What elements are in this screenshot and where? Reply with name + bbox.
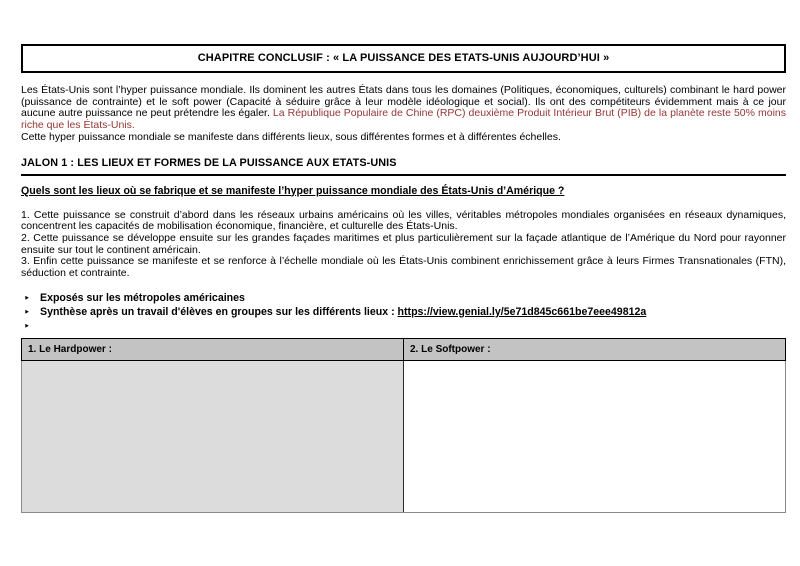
power-comparison-table <box>21 338 786 513</box>
intro-text-closing: Cette hyper puissance mondiale se manifeste dans différents lieux, sous différentes formes et à différentes échelles. <box>21 130 561 143</box>
intro-text-red: La République Populaire de Chine (RPC) deuxième Produit Intérieur Brut (PIB) de la planète reste 50% moins riche que les États-Unis. <box>21 107 786 132</box>
numbered-point-2: 2. Cette puissance se développe ensuite sur les grandes façades maritimes et plus particulièrement sur la façade atlantique de l’Amérique du Nord pour rayonner ensuite sur tout le continent américain. <box>21 231 786 256</box>
softpower-header-cell: 2. Le Softpower : <box>404 338 786 360</box>
jalon-heading: JALON 1 : LES LIEUX ET FORMES DE LA PUISSANCE AUX ETATS-UNIS <box>21 156 397 169</box>
intro-text-black: Les États-Unis sont l’hyper puissance mondiale. Ils dominent les autres États dans tous les domaines (Politiques, économiques, culturels) combinant le hard power (puissance de contrainte) et le soft power (Capacité à séduire grâce à leur modèle idéologique et social). Ils ont des compétiteurs évidemment mais à ce jour aucune autre puissance ne peut prétendre les égaler. <box>21 84 786 120</box>
section-divider <box>21 174 786 176</box>
numbered-point-1: 1. Cette puissance se construit d’abord dans les réseaux urbains américains où les villes, véritables métropoles mondiales organisées en réseaux dynamiques, concentrent les capacités de mobilisation économique, financière, et culturelle des États-Unis. <box>21 208 786 233</box>
softpower-body-cell <box>404 360 786 512</box>
bullet-list <box>21 291 786 333</box>
table-row <box>22 360 786 512</box>
bullet-icon: ‣ <box>24 306 30 317</box>
bullet-item-1-label: Exposés sur les métropoles américaines <box>40 291 245 304</box>
key-question: Quels sont les lieux où se fabrique et se manifeste l’hyper puissance mondiale des États-Unis d’Amérique ? <box>21 184 565 197</box>
hardpower-header-cell: 1. Le Hardpower : <box>22 338 404 360</box>
bullet-icon: ‣ <box>24 320 30 331</box>
chapter-title: CHAPITRE CONCLUSIF : « LA PUISSANCE DES ETATS-UNIS AUJOURD’HUI » <box>197 52 610 64</box>
chapter-title-box <box>21 44 786 73</box>
bullet-item-2-label <box>40 305 646 319</box>
intro-paragraph <box>21 85 786 144</box>
hardpower-body-cell <box>22 360 404 512</box>
list-item <box>21 305 786 319</box>
table-header-row <box>22 338 786 360</box>
numbered-point-3: 3. Enfin cette puissance se manifeste et se renforce à l’échelle mondiale où les États-Unis combinent enrichissement grâce à leurs Firmes Transnationales (FTN), séduction et contrainte. <box>21 255 786 280</box>
numbered-points <box>21 210 786 280</box>
bullet-icon: ‣ <box>24 292 30 303</box>
bullet-item-2-text: Synthèse après un travail d'élèves en groupes sur les différents lieux : <box>40 305 398 318</box>
list-item <box>21 319 786 333</box>
genially-link[interactable]: https://view.genial.ly/5e71d845c661be7eee49812a <box>397 305 647 318</box>
list-item <box>21 291 786 305</box>
